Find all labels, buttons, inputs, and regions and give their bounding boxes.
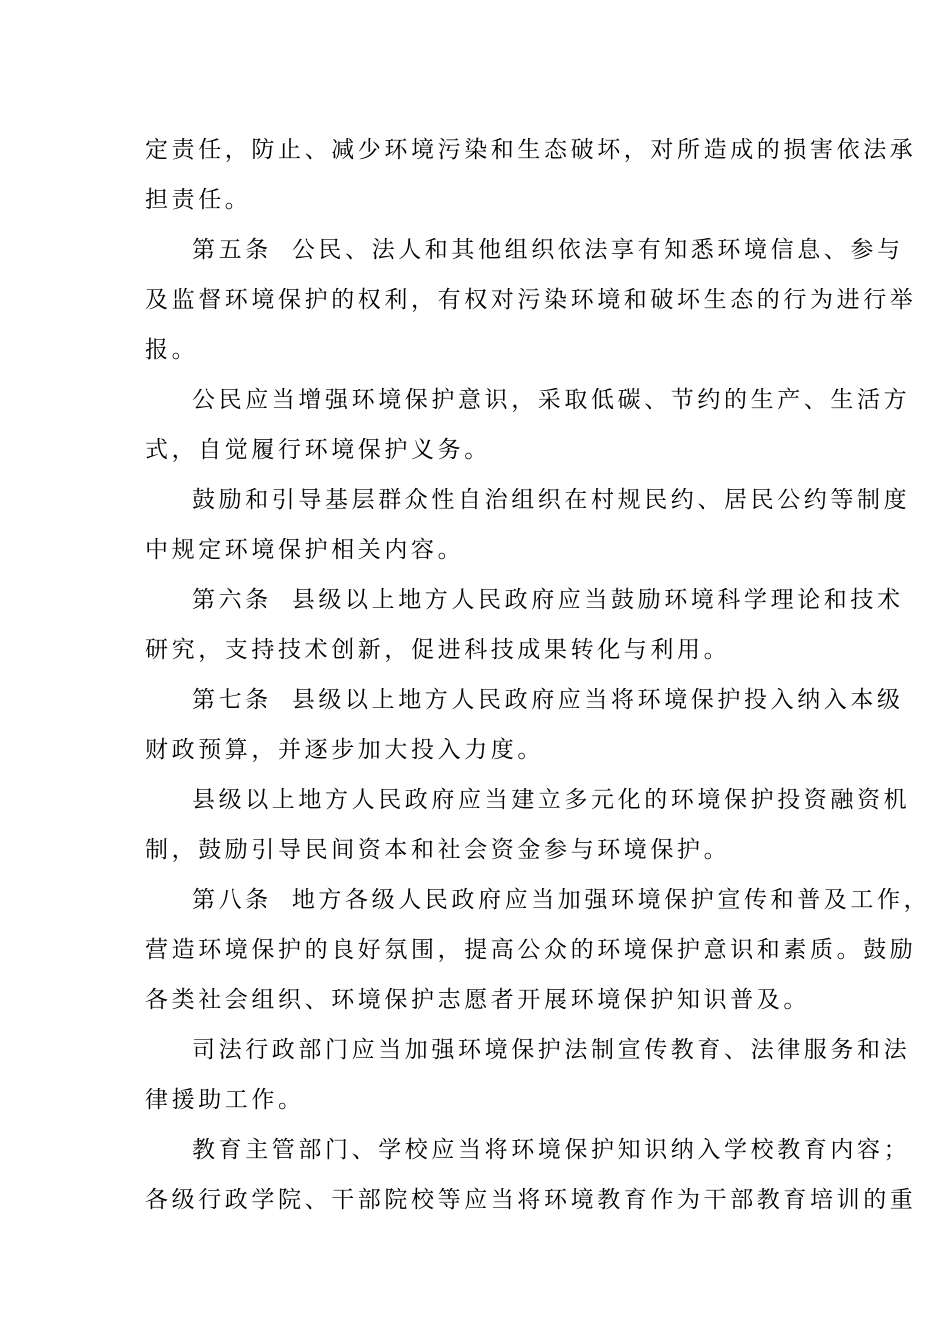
text-line: 式，自觉履行环境保护义务。 [145, 437, 491, 463]
text-line: 鼓励和引导基层群众性自治组织在村规民约、居民公约等制度 [192, 487, 911, 513]
text-line [192, 235, 904, 265]
article-number: 第八条 [192, 887, 272, 913]
text-line [192, 585, 904, 615]
article-text: 县级以上地方人民政府应当将环境保护投入纳入本级 [291, 687, 904, 713]
text-line: 定责任，防止、减少环境污染和生态破坏，对所造成的损害依法承 [145, 137, 917, 163]
text-line: 营造环境保护的良好氛围，提高公众的环境保护意识和素质。鼓励 [145, 937, 917, 963]
text-line: 财政预算，并逐步加大投入力度。 [145, 737, 544, 763]
text-line: 及监督环境保护的权利，有权对污染环境和破坏生态的行为进行举 [145, 287, 917, 313]
text-line: 研究，支持技术创新，促进科技成果转化与利用。 [145, 637, 731, 663]
text-line: 担责任。 [145, 187, 252, 213]
text-line: 律援助工作。 [145, 1087, 305, 1113]
text-line: 司法行政部门应当加强环境保护法制宣传教育、法律服务和法 [192, 1037, 911, 1063]
text-line: 制，鼓励引导民间资本和社会资金参与环境保护。 [145, 837, 731, 863]
article-number: 第六条 [192, 587, 272, 613]
text-line [192, 685, 904, 715]
text-line: 教育主管部门、学校应当将环境保护知识纳入学校教育内容； [192, 1137, 911, 1163]
text-line: 各类社会组织、环境保护志愿者开展环境保护知识普及。 [145, 987, 810, 1013]
text-line: 中规定环境保护相关内容。 [145, 537, 465, 563]
article-text: 县级以上地方人民政府应当鼓励环境科学理论和技术 [291, 587, 904, 613]
article-text: 公民、法人和其他组织依法享有知悉环境信息、参与 [291, 237, 904, 263]
text-line: 县级以上地方人民政府应当建立多元化的环境保护投资融资机 [192, 787, 911, 813]
article-text: 地方各级人民政府应当加强环境保护宣传和普及工作， [291, 887, 931, 913]
article-number: 第五条 [192, 237, 272, 263]
text-line [192, 885, 930, 915]
text-line: 报。 [145, 337, 199, 363]
article-number: 第七条 [192, 687, 272, 713]
text-line: 各级行政学院、干部院校等应当将环境教育作为干部教育培训的重 [145, 1187, 917, 1213]
text-line: 公民应当增强环境保护意识，采取低碳、节约的生产、生活方 [192, 387, 911, 413]
